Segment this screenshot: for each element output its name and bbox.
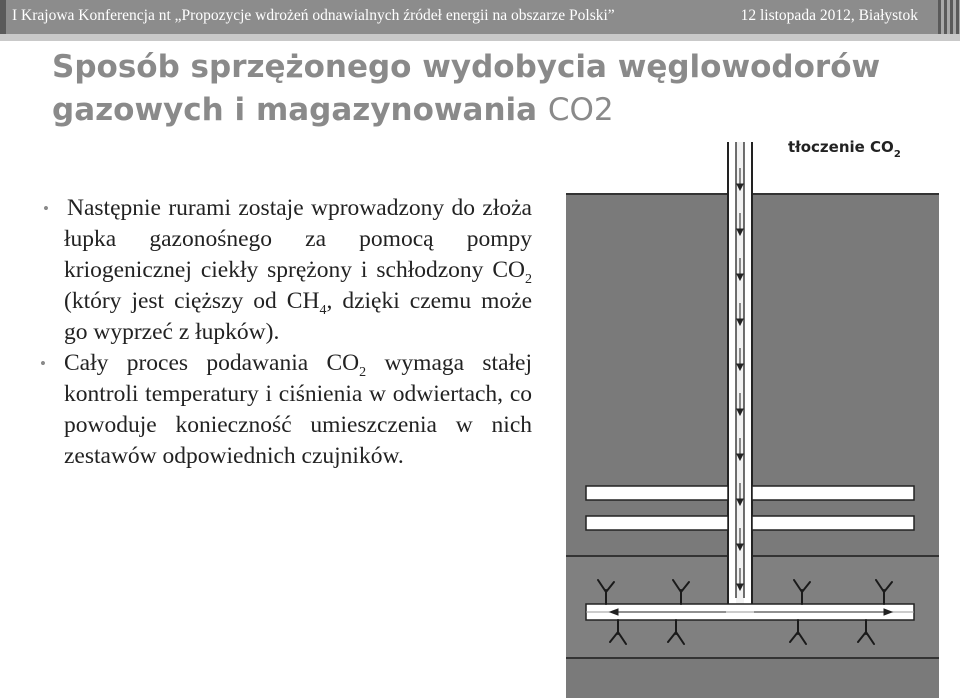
bullet-injection-sub-co2: 2: [525, 272, 532, 287]
slide-title: [52, 46, 932, 132]
bullet-injection-part2: (który jest cięższy od CH: [64, 288, 320, 314]
bullet-injection-part1: Następnie rurami zostaje wprowadzony do złoża łupka gazonośnego za pomocą pompy kriogenicznej ciekły sprężony i schłodzony CO: [64, 195, 532, 283]
bullet-injection-sub-ch4: 4: [319, 303, 327, 318]
header-right-stripes: [938, 0, 960, 34]
conference-name: I Krajowa Konferencja nt „Propozycje wdrożeń odnawialnych źródeł energii na obszarze Polski”: [12, 7, 615, 24]
well-injection-diagram: [566, 128, 960, 698]
header-bar: [0, 0, 960, 34]
injection-label-sub: 2: [893, 149, 901, 160]
ground-layer-bottom: [566, 658, 939, 698]
slide-title-text: Sposób sprzężonego wydobycia węglowodorów gazowych i magazynowania: [52, 49, 881, 128]
bullet-process-part2: wymaga stałej kontroli temperatury i ciśnienia w odwiertach, co powoduje konieczność umieszczenia w nich zestawów odpowiednich czujników.: [64, 350, 532, 469]
bullet-list: [40, 193, 532, 472]
header-left-strip: [0, 0, 6, 34]
header-divider: [0, 34, 960, 41]
bullet-injection-part3: , dzięki czemu może go wyprzeć z łupków).: [64, 288, 532, 345]
slide-title-co2: CO2: [547, 92, 614, 128]
bullet-process-control: [40, 348, 532, 472]
injection-label: tłoczenie CO: [788, 138, 894, 156]
conference-date-place: 12 listopada 2012, Białystok: [740, 7, 918, 24]
bullet-injection: [40, 193, 532, 348]
bullet-process-sub-co2: 2: [359, 365, 367, 380]
bullet-process-part1: Cały proces podawania CO: [64, 350, 360, 376]
